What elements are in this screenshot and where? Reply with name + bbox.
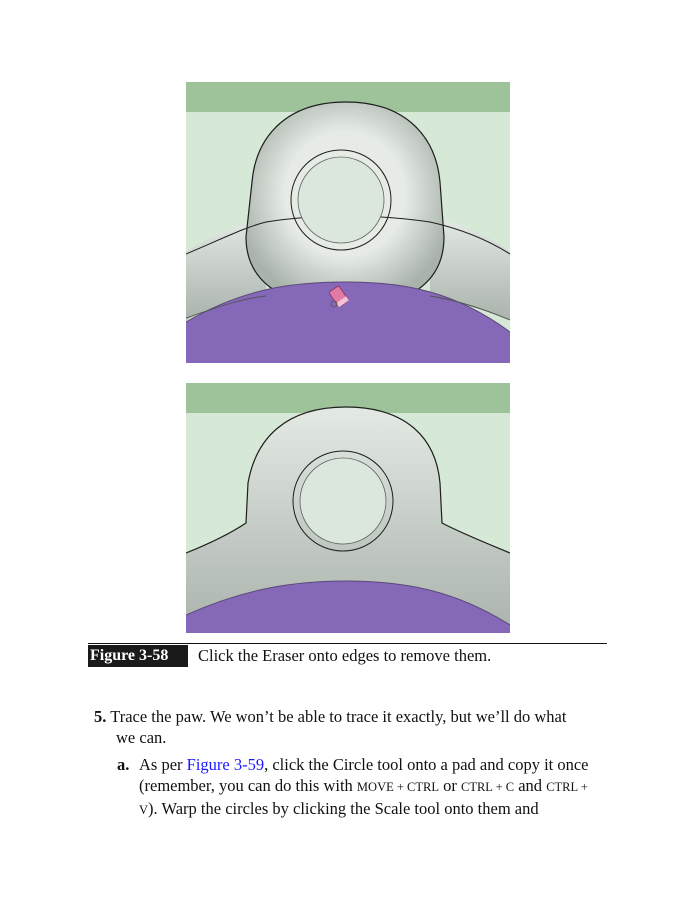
figure-image-bottom xyxy=(186,383,510,633)
substep-text-5: and xyxy=(514,776,547,795)
substep-text-6: ). Warp the circles by clicking the Scale tool onto them and xyxy=(148,799,539,818)
key-ctrl: CTRL + xyxy=(546,780,588,794)
substep-a xyxy=(117,754,612,821)
substep-line-2 xyxy=(117,775,612,798)
substep-text-3: (remember, you can do this with xyxy=(139,776,357,795)
figure-caption: Click the Eraser onto edges to remove them. xyxy=(198,646,492,665)
figure-label: Figure 3-58 xyxy=(88,645,188,667)
step-5 xyxy=(94,706,614,748)
substep-letter: a. xyxy=(117,755,130,774)
figure-image-top xyxy=(186,82,510,363)
step-text-line2: we can. xyxy=(116,728,167,747)
substep-text-4: or xyxy=(438,776,461,795)
key-ctrl-c: CTRL + C xyxy=(460,780,515,794)
step-number: 5. xyxy=(94,707,107,726)
key-v: V xyxy=(139,803,149,817)
substep-text-1: As per xyxy=(139,755,187,774)
step-text-line1: Trace the paw. We won’t be able to trace it exactly, but we’ll do what xyxy=(110,707,567,726)
key-move-ctrl: MOVE + CTRL xyxy=(356,780,439,794)
figure-link[interactable]: Figure 3-59 xyxy=(186,755,265,774)
substep-line-3 xyxy=(117,798,612,821)
substep-text-2: , click the Circle tool onto a pad and copy it once xyxy=(264,755,589,774)
caption-rule xyxy=(88,643,607,644)
